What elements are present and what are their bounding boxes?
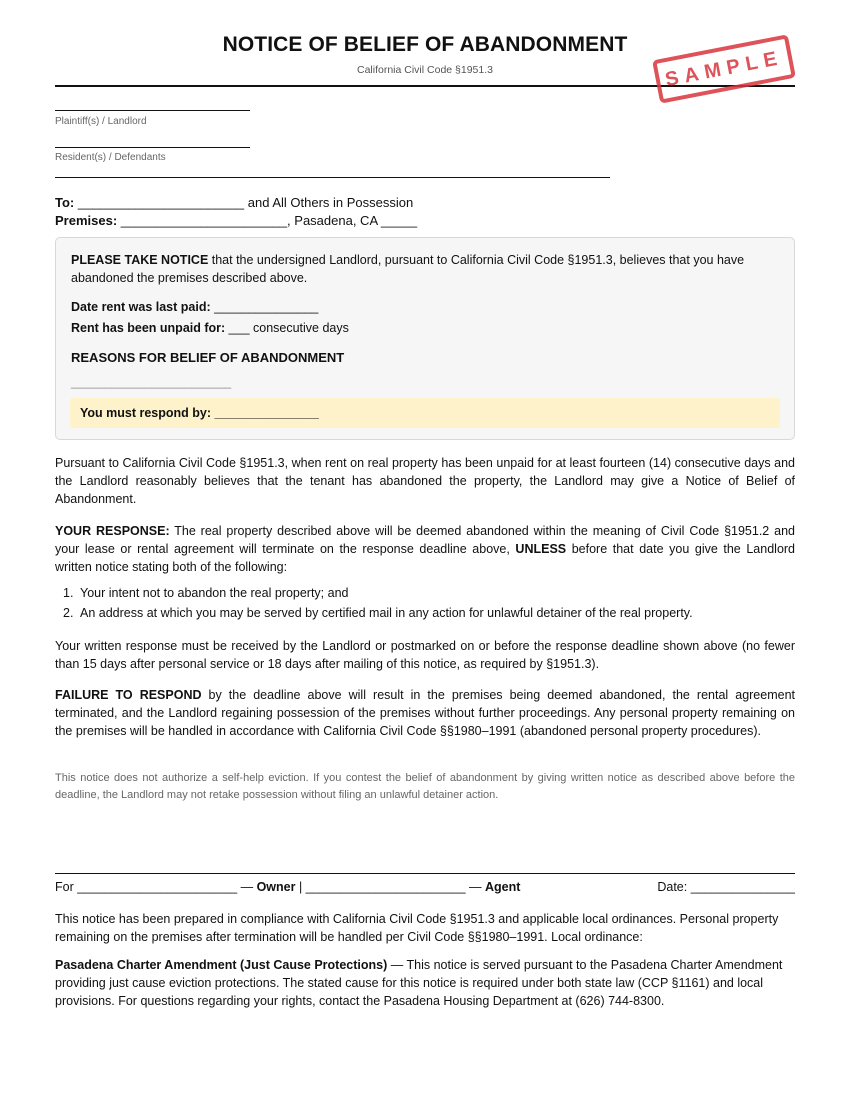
signature-date: Date: _______________ bbox=[657, 880, 795, 894]
parties-divider bbox=[55, 177, 610, 178]
respond-by-value: _______________ bbox=[211, 406, 319, 420]
list-item-text: Your intent not to abandon the real property; and bbox=[80, 586, 349, 600]
to-row bbox=[55, 195, 413, 210]
pasadena-label: Pasadena Charter Amendment (Just Cause Protections) bbox=[55, 958, 388, 972]
notice-box bbox=[55, 237, 795, 440]
compliance-paragraph: This notice has been prepared in compliance with California Civil Code §1951.3 and applicable local ordinances. Personal property remaining on the premises after termination will be handled per Civil Code §§1980–1991. Local ordinance: bbox=[55, 912, 779, 944]
list-item-number: 1. bbox=[63, 586, 74, 600]
please-take-notice-text: that the undersigned Landlord, pursuant to California Civil Code §1951.3, believes that you have abandoned the premises described above. bbox=[71, 253, 745, 285]
please-take-notice-bold: PLEASE TAKE NOTICE bbox=[71, 253, 209, 267]
your-response-label: YOUR RESPONSE: bbox=[55, 524, 170, 538]
unpaid-label: Rent has been unpaid for: bbox=[71, 321, 226, 335]
list-item-text: An address at which you may be served by certified mail in any action for unlawful detainer of the real property. bbox=[80, 606, 693, 620]
document-subtitle: California Civil Code §1951.3 bbox=[357, 64, 493, 76]
document-title: NOTICE OF BELIEF OF ABANDONMENT bbox=[222, 33, 628, 56]
please-take-notice bbox=[71, 251, 771, 287]
self-help-note: This notice does not authorize a self-help eviction. If you contest the belief of abandonment by giving written notice as described above before the deadline, the Landlord may not retake possession without filing an unlawful detainer action. bbox=[55, 772, 795, 801]
to-value: _______________________ and All Others in Possession bbox=[74, 195, 414, 210]
signature-divider bbox=[55, 873, 795, 874]
date-rent-label: Date rent was last paid: bbox=[71, 300, 211, 314]
failure-to-respond-text: by the deadline above will result in the premises being deemed abandoned, the rental agreement terminated, and the Landlord regaining possession of the premises without further proceedings. Any personal property remaining on the premises will be handled in accordance with California Civil Code §§1980–1991 (abandoned personal property procedures). bbox=[55, 688, 795, 738]
intro-paragraph: Pursuant to California Civil Code §1951.3, when rent on real property has been unpaid for at least fourteen (14) consecutive days and the Landlord reasonably believes that the tenant has abandoned the property, the Landlord may give a Notice of Belief of Abandonment. bbox=[55, 456, 795, 506]
plaintiff-label: Plaintiff(s) / Landlord bbox=[55, 116, 147, 127]
to-label: To: bbox=[55, 195, 75, 210]
reasons-heading: REASONS FOR BELIEF OF ABANDONMENT bbox=[71, 350, 345, 365]
date-rent-row bbox=[71, 300, 318, 314]
pasadena-paragraph bbox=[55, 956, 795, 1010]
unless-word: UNLESS bbox=[515, 542, 567, 556]
plaintiff-signature-line bbox=[55, 110, 250, 111]
unpaid-row bbox=[71, 321, 349, 335]
respond-by-label: You must respond by: bbox=[80, 406, 212, 420]
reasons-blank: ________________________ bbox=[71, 375, 232, 389]
response-requirements-list bbox=[63, 583, 793, 623]
written-response-paragraph: Your written response must be received by the Landlord or postmarked on or before the response deadline shown above (no fewer than 15 days after personal service or 18 days after mailing of this notice, as required by §1951.3). bbox=[55, 639, 795, 671]
list-item bbox=[63, 583, 793, 603]
failure-to-respond-label: FAILURE TO RESPOND bbox=[55, 688, 202, 702]
your-response-text-2: before that date you give the Landlord written notice stating both of the following: bbox=[55, 542, 796, 574]
list-item bbox=[63, 603, 793, 623]
owner-label: Owner bbox=[256, 880, 296, 894]
premises-row bbox=[55, 213, 417, 228]
resident-signature-line bbox=[55, 147, 250, 148]
premises-value: _______________________, Pasadena, CA _____ bbox=[117, 213, 418, 228]
resident-label: Resident(s) / Defendants bbox=[55, 152, 166, 163]
unpaid-value: ___ consecutive days bbox=[225, 321, 349, 335]
sample-stamp: SAMPLE bbox=[652, 34, 796, 104]
respond-by-box bbox=[70, 398, 780, 428]
pasadena-text: — This notice is served pursuant to the Pasadena Charter Amendment providing just cause eviction protections. The stated cause for this notice is required under both state law (CCP §1161) and local provisions. For questions regarding your rights, contact the Pasadena Housing Department at (626) 744-8300. bbox=[55, 958, 783, 1008]
list-item-number: 2. bbox=[63, 606, 74, 620]
for-prefix: For _______________________ — bbox=[55, 880, 257, 894]
date-rent-value: _______________ bbox=[210, 300, 319, 314]
signature-middle: | _______________________ — bbox=[295, 880, 486, 894]
premises-label: Premises: bbox=[55, 213, 118, 228]
agent-label: Agent bbox=[485, 880, 521, 894]
your-response-paragraph bbox=[55, 522, 795, 576]
failure-to-respond-paragraph bbox=[55, 686, 795, 740]
your-response-text-1: The real property described above will be deemed abandoned within the meaning of Civil Code §1951.2 and your lease or rental agreement will terminate on the response deadline above, bbox=[55, 524, 795, 556]
